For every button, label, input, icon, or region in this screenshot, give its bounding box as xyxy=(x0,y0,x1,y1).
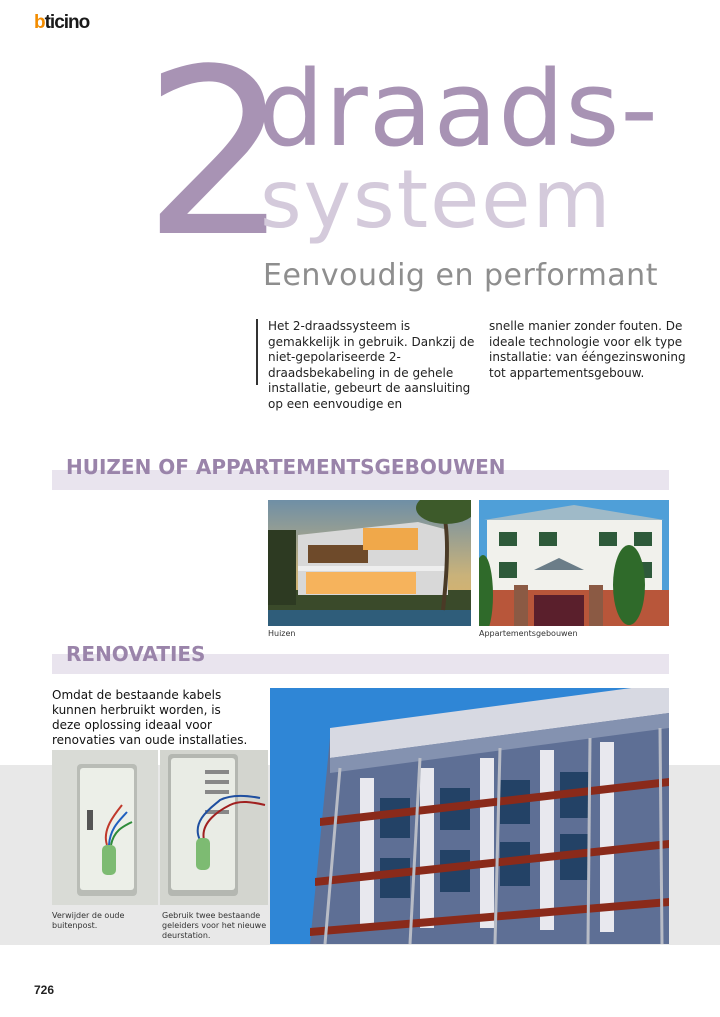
bticino-logo: bticino xyxy=(34,12,90,33)
intro-column-2: snelle manier zonder fouten. De ideale technologie voor elk type installatie: van ééngezinswoning tot appartementsgebouw. xyxy=(489,319,686,380)
photo-houses xyxy=(268,500,471,626)
title-line-2: systeem xyxy=(260,153,613,246)
caption-apartments: Appartementsgebouwen xyxy=(479,629,578,638)
photo-apartments xyxy=(479,500,669,626)
photo-remove-old-panel xyxy=(52,750,158,905)
page-number: 726 xyxy=(34,983,55,997)
intro-column-1: Het 2-draadssysteem is gemakkelijk in gebruik. Dankzij de niet-gepolariseerde 2-draadsbekabeling in de gehele installatie, gebeurt de aansluiting op een eenvoudige en xyxy=(268,319,475,411)
photo-reuse-conductors xyxy=(160,750,268,905)
caption-remove-old-panel: Verwijder de oude buitenpost. xyxy=(52,911,125,930)
page-subtitle: Eenvoudig en performant xyxy=(263,258,658,293)
intro-rule xyxy=(256,319,258,385)
big-number-2: 2 xyxy=(143,21,290,288)
section-title-homes: HUIZEN OF APPARTEMENTSGEBOUWEN xyxy=(66,455,506,479)
caption-reuse-conductors: Gebruik twee bestaande geleiders voor het nieuwe deurstation. xyxy=(162,911,267,940)
photo-building-scaffolding xyxy=(270,688,669,944)
renovations-text: Omdat de bestaande kabels kunnen herbruikt worden, is deze oplossing ideaal voor renovaties van oude installaties. xyxy=(52,688,248,747)
section-title-renovations: RENOVATIES xyxy=(66,642,206,666)
title-line-1: draads- xyxy=(258,48,659,170)
caption-houses: Huizen xyxy=(268,629,296,638)
